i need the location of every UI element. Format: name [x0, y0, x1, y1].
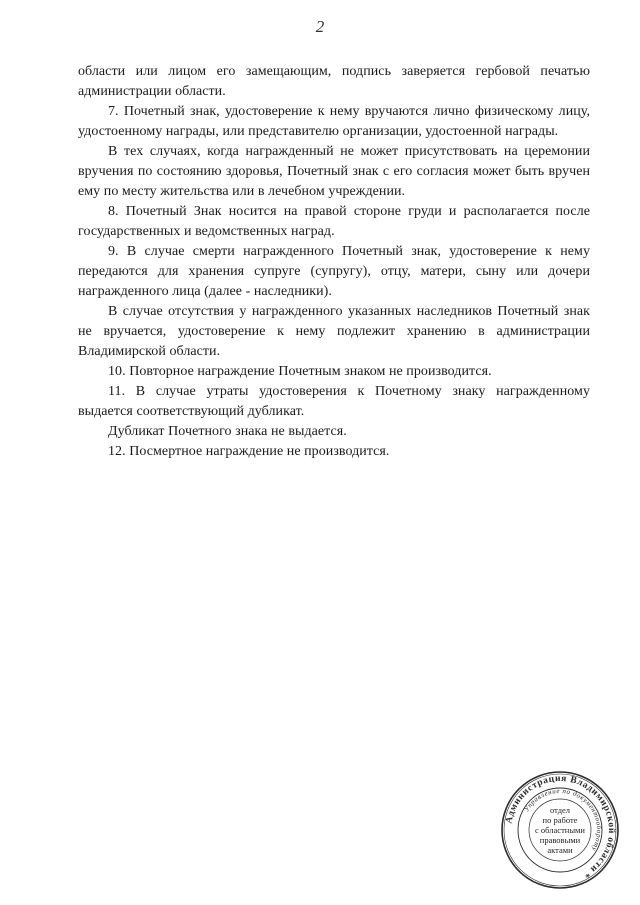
- paragraph: области или лицом его замещающим, подпись заверяется гербовой печатью администрации области.: [78, 64, 590, 99]
- paragraph: 12. Посмертное награждение не производится.: [108, 444, 390, 459]
- paragraph: Дубликат Почетного знака не выдается.: [108, 424, 347, 439]
- paragraph: В тех случаях, когда награжденный не может присутствовать на церемонии вручения по состоянию здоровья, Почетный знак с его согласия может быть вручен ему по месту жительства или в лечебном учреждении.: [78, 144, 590, 199]
- stamp-inner-text: Управление по документообороту: [522, 786, 604, 853]
- stamp-line: актами: [547, 845, 573, 855]
- document-body: [78, 62, 590, 462]
- stamp-center-text: [500, 770, 620, 890]
- stamp-line: правовыми: [539, 835, 581, 845]
- paragraph: 11. В случае утраты удостоверения к Почетному знаку награжденному выдается соответствующий дубликат.: [78, 384, 590, 419]
- official-stamp: [500, 770, 620, 890]
- paragraph: В случае отсутствия у награжденного указанных наследников Почетный знак не вручается, удостоверение к нему подлежит хранению в администрации Владимирской области.: [78, 304, 590, 359]
- paragraph: 10. Повторное награждение Почетным знаком не производится.: [108, 364, 492, 379]
- paragraph: 8. Почетный Знак носится на правой стороне груди и располагается после государственных и ведомственных наград.: [78, 204, 590, 239]
- paragraph: 7. Почетный знак, удостоверение к нему вручаются лично физическому лицу, удостоенному награды, или представителю организации, удостоенной награды.: [78, 104, 590, 139]
- paragraph: 9. В случае смерти награжденного Почетный знак, удостоверение к нему передаются для хранения супруге (супругу), отцу, матери, сыну или дочери награжденного лица (далее - наследники).: [78, 244, 590, 299]
- page-number: 2: [315, 17, 325, 36]
- stamp-line: по работе: [542, 815, 578, 825]
- stamp-line: с областными: [535, 825, 585, 835]
- stamp-outer-text: Администрация Владимирской области *: [504, 773, 617, 880]
- stamp-line: отдел: [549, 805, 571, 815]
